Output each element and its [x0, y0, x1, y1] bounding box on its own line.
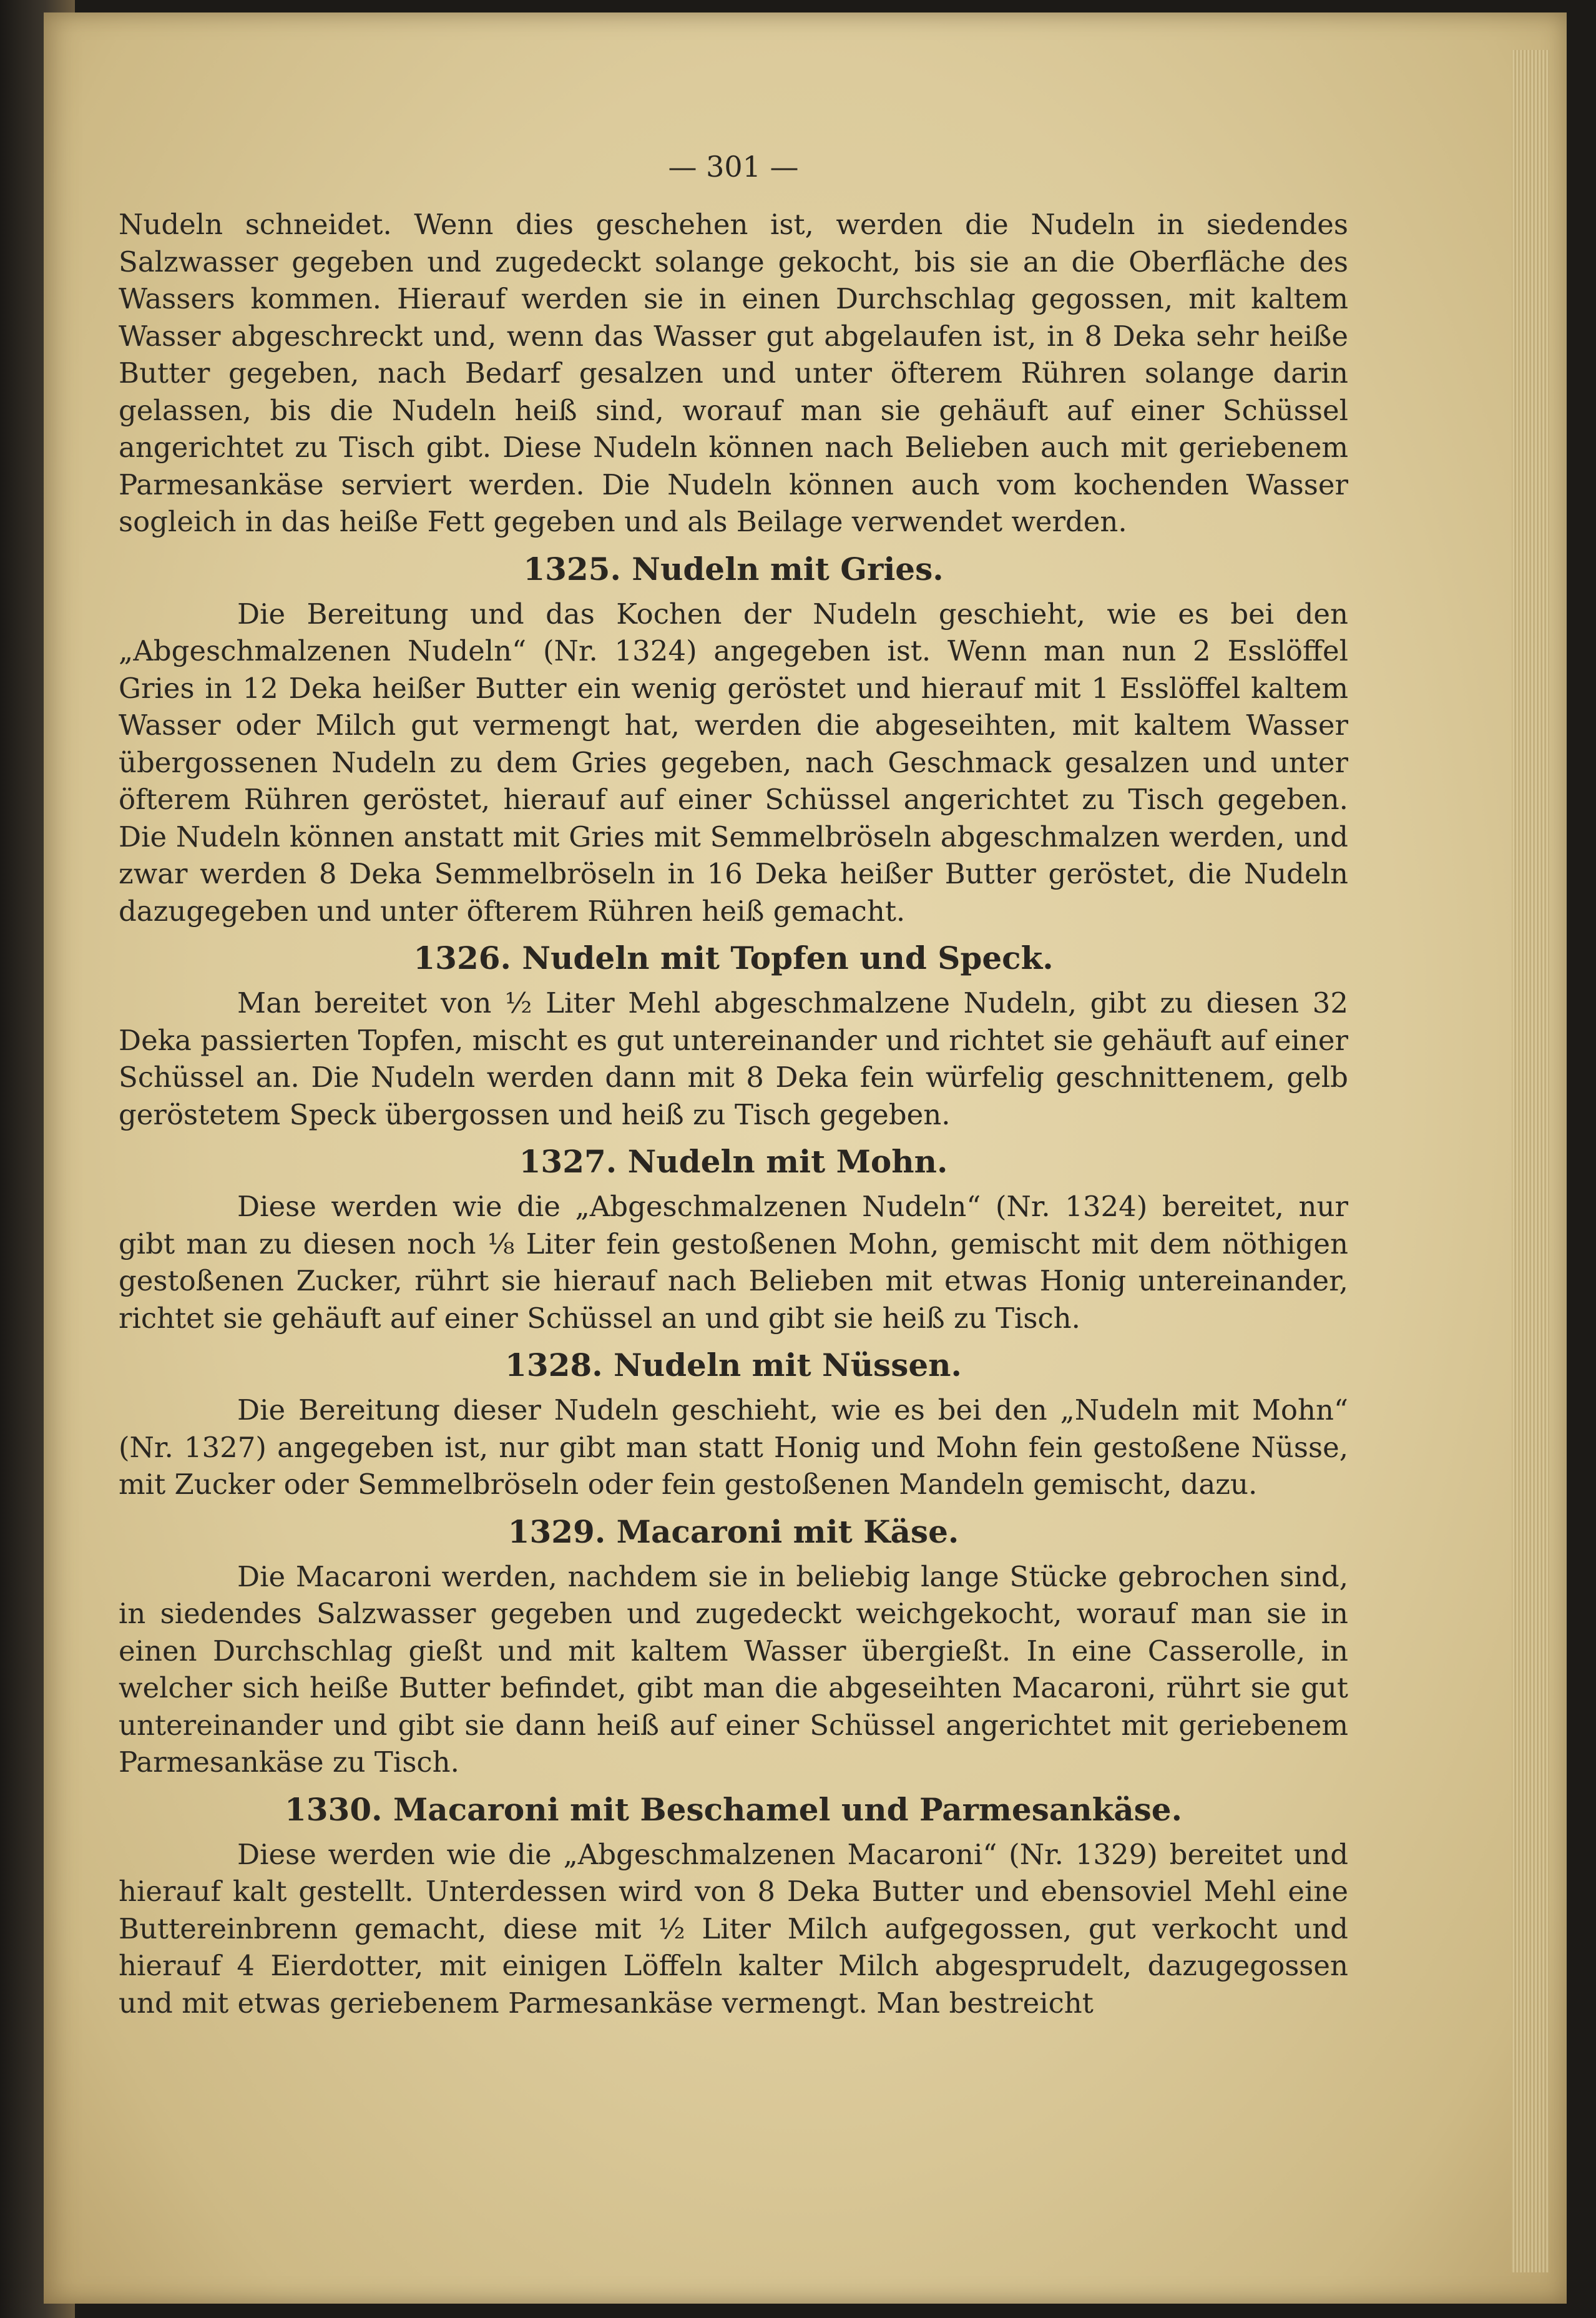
recipe-title-1329: 1329. Macaroni mit Käse. — [507, 1513, 959, 1550]
page-number: — 301 — — [668, 150, 799, 184]
recipe-title-1327: 1327. Nudeln mit Mohn. — [519, 1143, 948, 1180]
recipe-text-1327: Diese werden wie die „Abgeschmalzenen Nudeln“ (Nr. 1324) bereitet, nur gibt man zu diesen noch ⅛ Liter fein gestoßenen Mohn, gemischt mit dem nöthigen gestoßenen Zucker, rührt sie hierauf nach Belieben mit etwas Honig untereinander, richtet sie gehäuft auf einer Schüssel an und gibt sie heiß zu Tisch. — [119, 1190, 1348, 1335]
recipe-text-1330: Diese werden wie die „Abgeschmalzenen Macaroni“ (Nr. 1329) bereitet und hierauf kalt gestellt. Unterdessen wird von 8 Deka Butter und ebensoviel Mehl eine Buttereinbrenn gemacht, diese mit ½ Liter Milch aufgegossen, gut verkocht und hierauf 4 Eierdotter, mit einigen Löffeln kalter Milch abgesprudelt, dazugegossen und mit etwas geriebenem Parmesankäse vermengt. Man bestreicht — [119, 1837, 1348, 2020]
page-body — [119, 206, 1348, 2021]
recipe-title-1328: 1328. Nudeln mit Nüssen. — [505, 1347, 962, 1383]
recipe-text-1325: Die Bereitung und das Kochen der Nudeln geschieht, wie es bei den „Abgeschmalzenen Nudeln“ (Nr. 1324) angegeben ist. Wenn man nun 2 Esslöffel Gries in 12 Deka heißer Butter ein wenig geröstet und hierauf mit 1 Esslöffel kaltem Wasser oder Milch gut vermengt hat, werden die abgeseihten, mit kaltem Wasser übergossenen Nudeln zu dem Gries gegeben, nach Geschmack gesalzen und unter öfterem Rühren geröstet, hierauf auf einer Schüssel angerichtet zu Tisch gegeben. Die Nudeln können anstatt mit Gries mit Semmelbröseln abgeschmalzen werden, und zwar werden 8 Deka Semmelbröseln in 16 Deka heißer Butter geröstet, die Nudeln dazugegeben und unter öfterem Rühren heiß gemacht. — [119, 597, 1348, 928]
page-edges — [1512, 50, 1549, 2272]
recipe-title-1325: 1325. Nudeln mit Gries. — [523, 550, 944, 587]
recipe-text-1329: Die Macaroni werden, nachdem sie in beliebig lange Stücke gebrochen sind, in siedendes Salzwasser gegeben und zugedeckt weichgekocht, worauf man sie in einen Durchschlag gießt und mit kaltem Wasser übergießt. In eine Casserolle, in welcher sich heiße Butter befindet, gibt man die abgeseihten Macaroni, rührt sie gut untereinander und gibt sie dann heiß auf einer Schüssel angerichtet mit geriebenem Parmesankäse zu Tisch. — [119, 1559, 1348, 1779]
intro-paragraph: Nudeln schneidet. Wenn dies geschehen ist, werden die Nudeln in siedendes Salzwasser gegeben und zugedeckt solange gekocht, bis sie an die Oberfläche des Wassers kommen. Hierauf werden sie in einen Durchschlag gegossen, mit kaltem Wasser abgeschreckt und, wenn das Wasser gut abgelaufen ist, in 8 Deka sehr heiße Butter gegeben, nach Bedarf gesalzen und unter öfterem Rühren solange darin gelassen, bis die Nudeln heiß sind, worauf man sie gehäuft auf einer Schüssel angerichtet zu Tisch gibt. Diese Nudeln können nach Belieben auch mit geriebenem Parmesankäse serviert werden. Die Nudeln können auch vom kochenden Wasser sogleich in das heiße Fett gegeben und als Beilage verwendet werden. — [119, 208, 1348, 538]
recipe-text-1328: Die Bereitung dieser Nudeln geschieht, wie es bei den „Nudeln mit Mohn“ (Nr. 1327) angegeben ist, nur gibt man statt Honig und Mohn fein gestoßene Nüsse, mit Zucker oder Semmelbröseln oder fein gestoßenen Mandeln gemischt, dazu. — [119, 1393, 1348, 1501]
recipe-title-1326: 1326. Nudeln mit Topfen und Speck. — [413, 940, 1054, 976]
recipe-title-1330: 1330. Macaroni mit Beschamel und Parmesankäse. — [284, 1790, 1183, 1828]
recipe-text-1326: Man bereitet von ½ Liter Mehl abgeschmalzene Nudeln, gibt zu diesen 32 Deka passierten Topfen, mischt es gut untereinander und richtet sie gehäuft auf einer Schüssel an. Die Nudeln werden dann mit 8 Deka fein würfelig geschnittenem, gelb geröstetem Speck übergossen und heiß zu Tisch gegeben. — [119, 986, 1348, 1131]
